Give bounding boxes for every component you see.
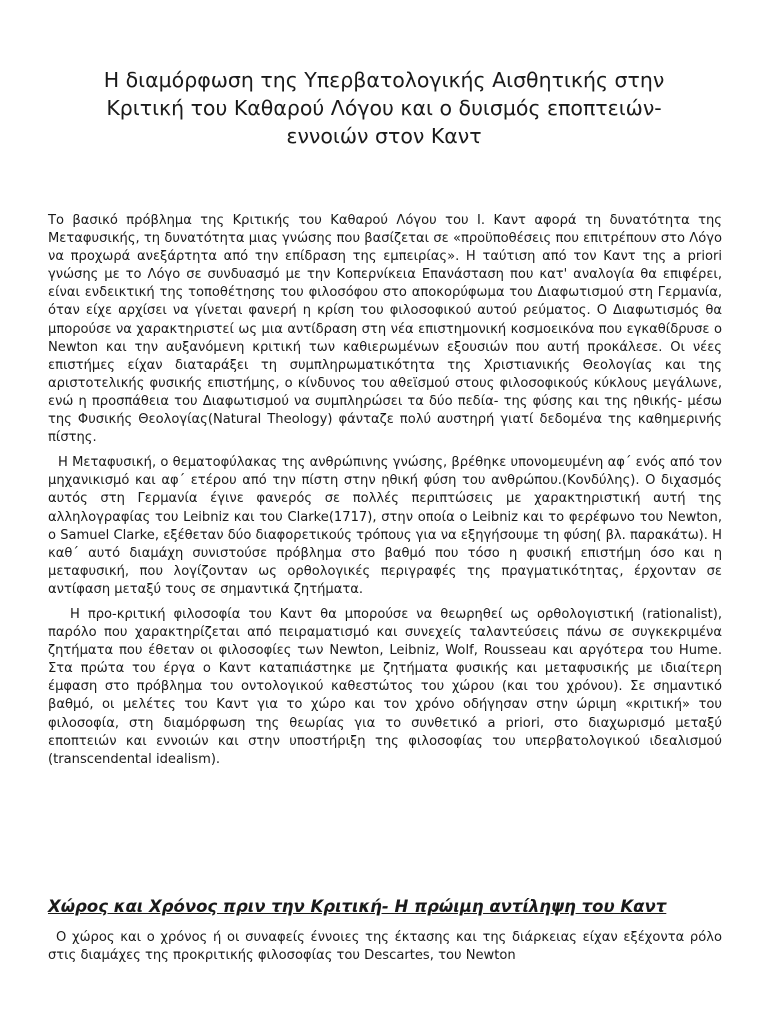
paragraph-3: Η προ-κριτική φιλοσοφία του Καντ θα μπορούσε να θεωρηθεί ως ορθολογιστική (rationalist), παρόλο που χαρακτηρίζεται από πειραματισμό και συνεχείς ταλαντεύσεις πάνω σε συγκεκριμένα ζητήματα που έθεταν οι φιλοσοφίες των Newton, Leibniz, Wolf, Rousseau και αργότερα του Hume. Στα πρώτα του έργα ο Καντ καταπιάστηκε με ζητήματα φυσικής και μεταφυσικής με ιδιαίτερη έμφαση στο πρόβλημα του οντολογικού καθεστώτος του χώρου (και του χρόνου). Σε σημαντικό βαθμό, οι μελέτες του Καντ για το χώρο και τον χρόνο οδήγησαν στην ώριμη «κριτική» του φιλοσοφία, στη διαμόρφωση της θεωρίας για το συνθετικό a priori, στο διαχωρισμό μεταξύ εποπτειών και εννοιών και στην υποστήριξη της φιλοσοφίας του υπερβατολογικού ιδεαλισμού (transcendental idealism).	[48, 606, 722, 767]
document-title	[40, 66, 728, 150]
title-line: Η διαμόρφωση της Υπερβατολογικής Αισθητικής στην	[103, 68, 665, 92]
paragraph-1: Το βασικό πρόβλημα της Κριτικής του Καθαρού Λόγου του I. Καντ αφορά τη δυνατότητα της Μεταφυσικής, τη δυνατότητα μιας γνώσης που βασίζεται σε «προϋποθέσεις που επιτρέπουν στο Λόγο να προχωρά ανεξάρτητα από την επίδραση της εμπειρίας». Η ταύτιση από τον Καντ της a priori γνώσης με το Λόγο σε συνδυασμό με την Κοπερνίκεια Επανάσταση που κατ' αναλογία θα επιφέρει, είναι ενδεικτική της τοποθέτησης του φιλοσόφου στο αποκορύφωμα του Διαφωτισμού στη Γερμανία, όταν είχε αρχίσει να γίνεται φανερή η κρίση του φιλοσοφικού αυτού ρεύματος. Ο Διαφωτισμός θα μπορούσε να χαρακτηριστεί ως μια αντίδραση στη νέα επιστημονική κοσμοεικόνα που εγκαθίδρυσε ο Newton και την αυξανόμενη κριτική των καθιερωμένων εξουσιών που αυτή προκάλεσε. Οι νέες επιστήμες είχαν διαταράξει τη συμπληρωματικότητα της Χριστιανικής Θεολογίας και της αριστοτελικής φυσικής επιστήμης, ο κίνδυνος του αθεϊσμού στους φιλοσοφικούς κύκλους μεγάλωνε, ενώ η προσπάθεια του Διαφωτισμού να συμπληρώσει τα δύο πεδία- της φύσης και της ηθικής- μέσω της Φυσικής Θεολογίας(Natural Theology) φάνταζε πολύ αυστηρή γιατί δεδομένα της καθημερινής πίστης.	[48, 213, 722, 446]
section-paragraph: Ο χώρος και ο χρόνος ή οι συναφείς έννοιες της έκτασης και της διάρκειας είχαν εξέχοντα ρόλο στις διαμάχες της προκριτικής φιλοσοφίας του Descartes, του Newton	[48, 930, 722, 964]
title-line: εννοιών στον Καντ	[286, 124, 482, 148]
section-heading: Χώρος και Χρόνος πριν την Κριτική- Η πρώιμη αντίληψη του Καντ	[48, 897, 667, 916]
paragraph-2: Η Μεταφυσική, ο θεματοφύλακας της ανθρώπινης γνώσης, βρέθηκε υπονομευμένη αφ΄ ενός από τον μηχανικισμό και αφ΄ ετέρου από την πίστη στην ηθική φύση του ανθρώπου.(Κονδύλης). Ο διχασμός αυτός στη Γερμανία έγινε φανερός σε πολλές περιπτώσεις με χαρακτηριστική αυτή της αλληλογραφίας του Leibniz και του Clarke(1717), στην οποία ο Leibniz και το φερέφωνο του Newton, ο Samuel Clarke, εξέθεταν δύο διαφορετικούς τρόπους για να εξηγήσουμε τη φύση( βλ. παρακάτω). Η καθ΄ αυτό διαμάχη συνιστούσε πρόβλημα στο βαθμό που τόσο η φυσική επιστήμη όσο και η μεταφυσική, που λογίζονταν ως ορθολογικές περιγραφές της πραγματικότητας, έρχονταν σε αντίφαση μεταξύ τους σε σημαντικά ζητήματα.	[48, 455, 722, 597]
title-line: Κριτική του Καθαρού Λόγου και ο δυισμός εποπτειών-	[106, 96, 662, 120]
document-body	[48, 212, 722, 776]
